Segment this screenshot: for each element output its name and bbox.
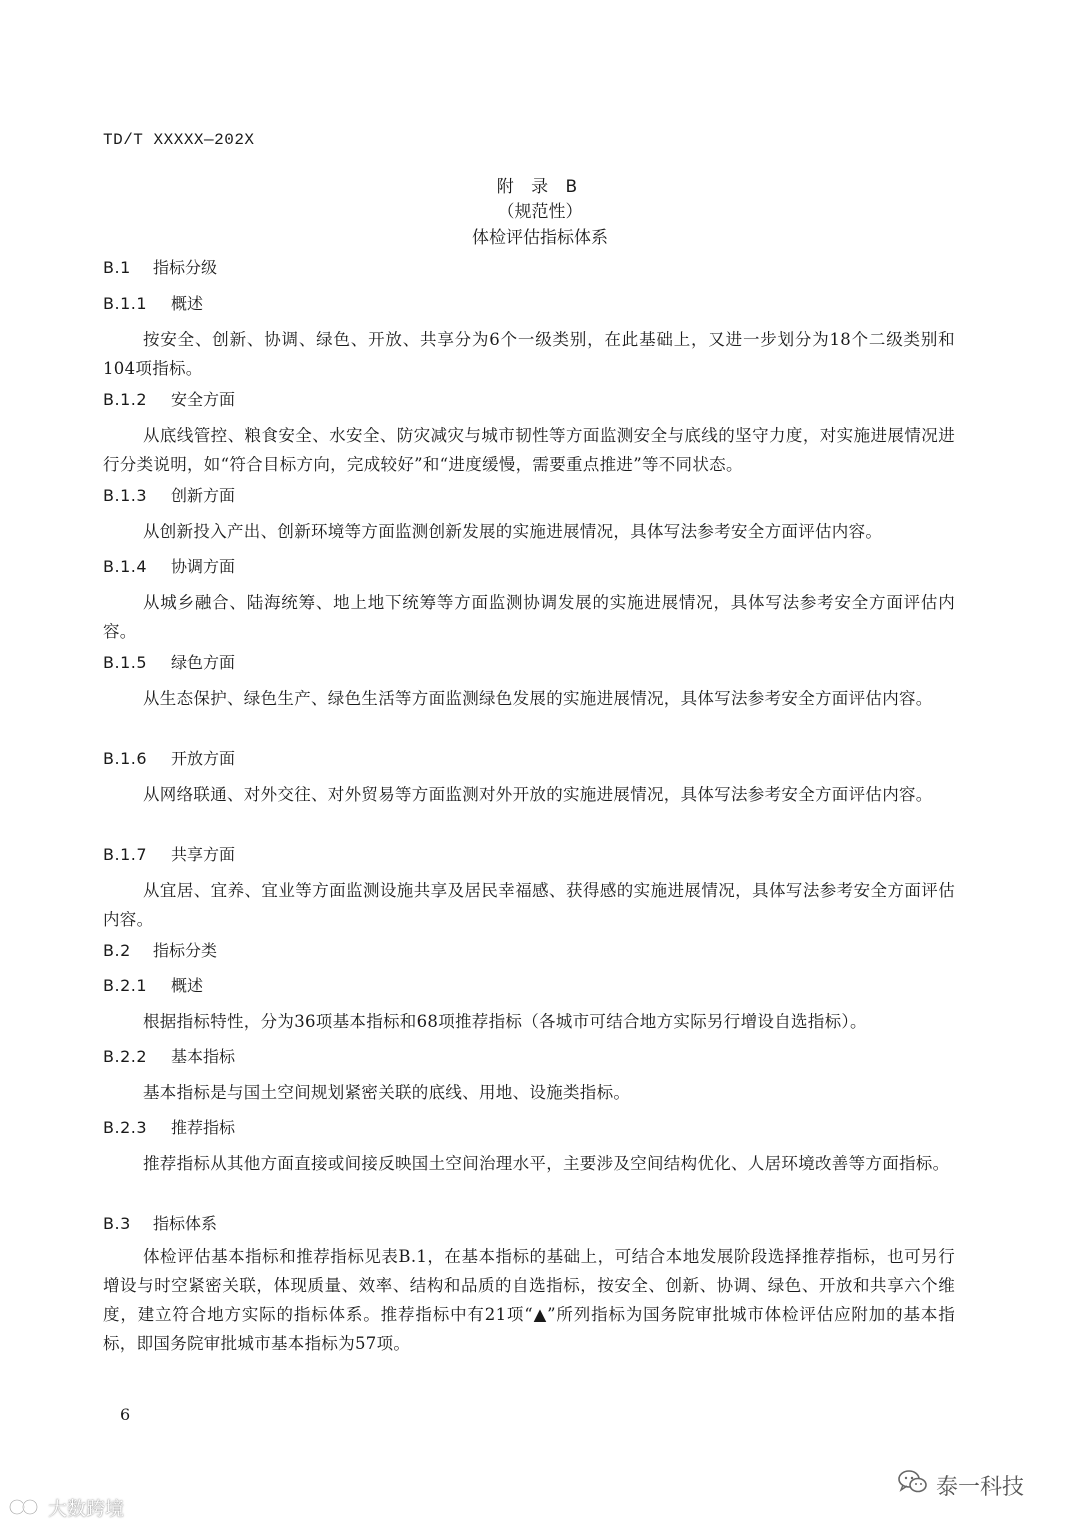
appendix-type: （规范性） — [497, 202, 583, 222]
section-number: B.2.1 — [103, 976, 148, 995]
section-heading-b1 — [103, 256, 217, 280]
section-paragraph-b1-6: 从网络联通、对外交往、对外贸易等方面监测对外开放的实施进展情况，具体写法参考安全方面评估内容。 — [143, 785, 933, 804]
section-heading-b1-1 — [103, 292, 203, 316]
section-number: B.2.3 — [103, 1118, 148, 1137]
section-title: 基本指标 — [171, 1047, 236, 1066]
section-title: 概述 — [171, 294, 204, 313]
section-title: 开放方面 — [171, 749, 236, 768]
section-paragraph-b3: 体检评估基本指标和推荐指标见表B.1，在基本指标的基础上，可结合本地发展阶段选择推荐指标，也可另行增设与时空紧密关联，体现质量、效率、结构和品质的自选指标，按安全、创新、协调、绿色、开放和共享六个维度，建立符合地方实际的指标体系。推荐指标中有21项“▲”所列指标为国务院审批城市体检评估应附加的基本指标，即国务院审批城市基本指标为57项。 — [103, 1247, 955, 1353]
section-title: 指标体系 — [153, 1214, 218, 1233]
section-paragraph-b1-1: 按安全、创新、协调、绿色、开放、共享分为6个一级类别，在此基础上，又进一步划分为18个二级类别和104项指标。 — [103, 330, 955, 378]
section-heading-b1-4 — [103, 555, 235, 579]
page-number: 6 — [120, 1405, 131, 1424]
section-title: 绿色方面 — [171, 653, 236, 672]
section-title: 安全方面 — [171, 390, 236, 409]
watermark-left-text: 大数跨境 — [48, 1497, 125, 1520]
section-title: 指标分类 — [153, 941, 218, 960]
section-title: 概述 — [171, 976, 204, 995]
section-title: 协调方面 — [171, 557, 236, 576]
appendix-title: 附 录 B — [496, 177, 584, 197]
section-heading-b1-6 — [103, 747, 235, 771]
section-heading-b3 — [103, 1212, 217, 1236]
section-heading-b2 — [103, 939, 217, 963]
section-paragraph-b2-2: 基本指标是与国土空间规划紧密关联的底线、用地、设施类指标。 — [143, 1083, 631, 1102]
brand-logo-icon — [8, 1496, 42, 1518]
section-number: B.1.4 — [103, 557, 148, 576]
watermark-left — [8, 1494, 124, 1520]
section-heading-b2-1 — [103, 974, 203, 998]
section-paragraph-b2-3: 推荐指标从其他方面直接或间接反映国土空间治理水平，主要涉及空间结构优化、人居环境改善等方面指标。 — [143, 1154, 950, 1173]
section-heading-b1-5 — [103, 651, 235, 675]
section-heading-b1-3 — [103, 484, 235, 508]
section-paragraph-b1-7: 从宜居、宜养、宜业等方面监测设施共享及居民幸福感、获得感的实施进展情况，具体写法参考安全方面评估内容。 — [103, 881, 955, 929]
section-heading-b2-3 — [103, 1116, 235, 1140]
watermark-right-text: 泰一科技 — [936, 1474, 1025, 1500]
section-number: B.1 — [103, 258, 131, 277]
section-paragraph-b2-1: 根据指标特性，分为36项基本指标和68项推荐指标（各城市可结合地方实际另行增设自选指标）。 — [143, 1012, 867, 1031]
section-paragraph-b1-5: 从生态保护、绿色生产、绿色生活等方面监测绿色发展的实施进展情况，具体写法参考安全方面评估内容。 — [143, 689, 933, 708]
section-number: B.3 — [103, 1214, 131, 1233]
section-number: B.1.1 — [103, 294, 148, 313]
section-heading-b1-2 — [103, 388, 235, 412]
section-number: B.1.6 — [103, 749, 148, 768]
section-paragraph-b1-2: 从底线管控、粮食安全、水安全、防灾减灾与城市韧性等方面监测安全与底线的坚守力度，对实施进展情况进行分类说明，如“符合目标方向，完成较好”和“进度缓慢，需要重点推进”等不同状态。 — [103, 426, 955, 474]
document-code: TD/T XXXXX—202X — [103, 131, 255, 149]
section-title: 创新方面 — [171, 486, 236, 505]
section-heading-b2-2 — [103, 1045, 235, 1069]
section-title: 共享方面 — [171, 845, 236, 864]
section-number: B.1.7 — [103, 845, 148, 864]
wechat-icon — [898, 1469, 928, 1501]
section-title: 推荐指标 — [171, 1118, 236, 1137]
section-title: 指标分级 — [153, 258, 218, 277]
appendix-name: 体检评估指标体系 — [472, 228, 608, 248]
section-number: B.1.5 — [103, 653, 148, 672]
section-paragraph-b1-3: 从创新投入产出、创新环境等方面监测创新发展的实施进展情况，具体写法参考安全方面评估内容。 — [143, 522, 883, 541]
section-number: B.2 — [103, 941, 131, 960]
section-number: B.2.2 — [103, 1047, 148, 1066]
section-number: B.1.3 — [103, 486, 148, 505]
section-number: B.1.2 — [103, 390, 148, 409]
section-paragraph-b1-4: 从城乡融合、陆海统筹、地上地下统筹等方面监测协调发展的实施进展情况，具体写法参考安全方面评估内容。 — [103, 593, 955, 641]
watermark-right — [898, 1470, 1024, 1500]
section-heading-b1-7 — [103, 843, 235, 867]
